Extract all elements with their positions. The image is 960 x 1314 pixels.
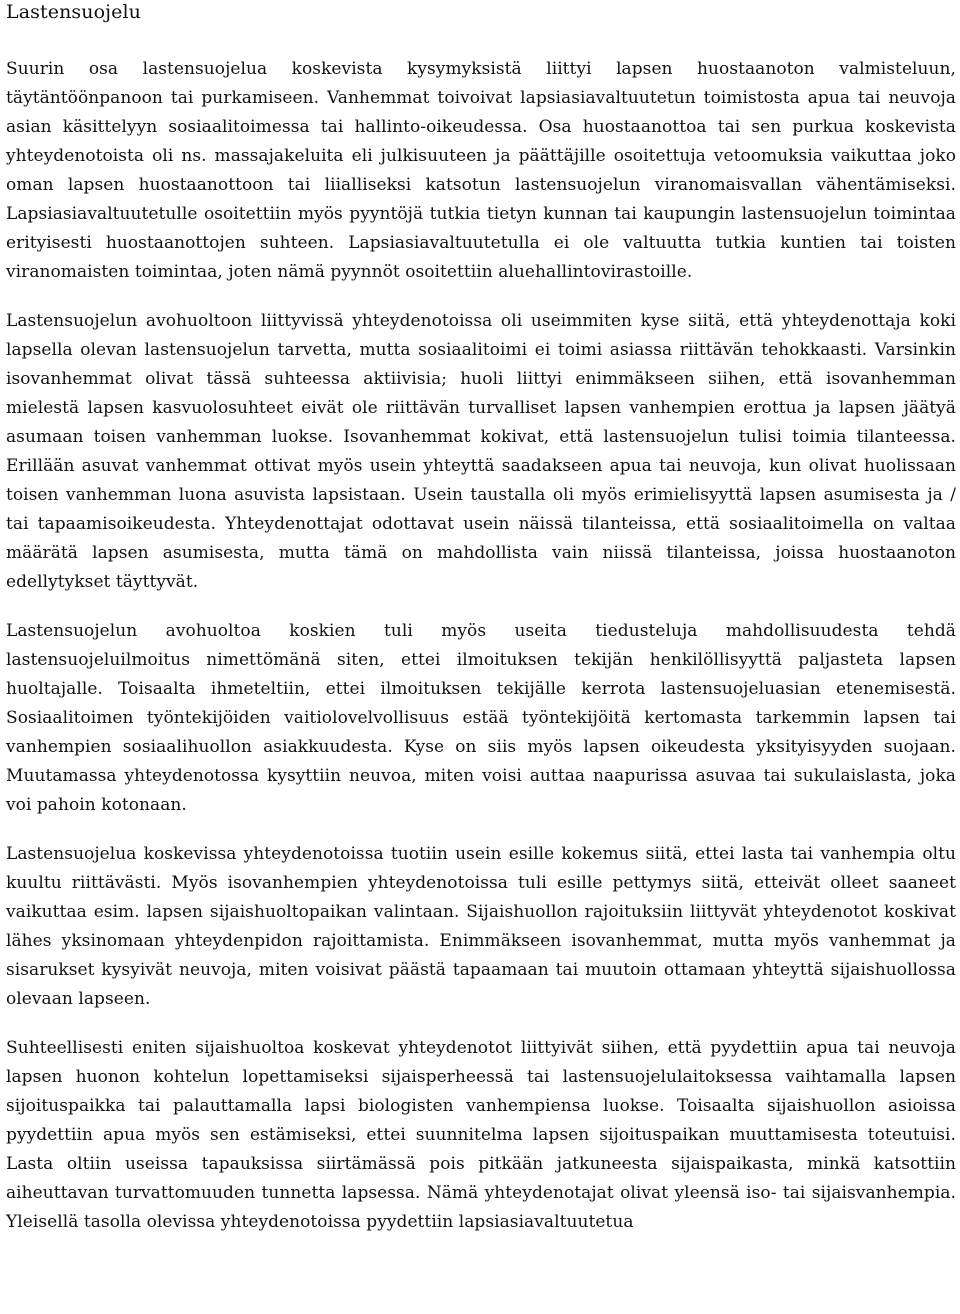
paragraph-custody-questions: Suurin osa lastensuojelua koskevista kysymyksistä liittyi lapsen huostaanoton valmisteluun, täytäntöönpanoon tai purkamiseen. Vanhemmat toivoivat lapsiasiavaltuutetun toimistosta apua tai neuvoja asian käsittelyyn sosiaalitoimessa tai hallinto-oikeudessa. Osa huostaanottoa tai sen purkua koskevista yhteydenotoista oli ns. massajakeluita eli julkisuuteen ja päättäjille osoitettuja vetoomuksia vaikuttaa joko oman lapsen huostaanottoon tai liialliseksi katsotun lastensuojelun viranomaisvallan vähentämiseksi. Lapsiasiavaltuutetulle osoitettiin myös pyyntöjä tutkia tietyn kunnan tai kaupungin lastensuojelun toimintaa erityisesti huostaanottojen suhteen. Lapsiasiavaltuutetulla ei ole valtuutta tutkia kuntien tai toisten viranomaisten toimintaa, joten nämä pyynnöt osoitettiin aluehallintovirastoille. — [6, 59, 956, 282]
paragraph-open-care-contacts: Lastensuojelun avohuoltoon liittyvissä yhteydenotoissa oli useimmiten kyse siitä, että yhteydenottaja koki lapsella olevan lastensuojelun tarvetta, mutta sosiaalitoimi ei toimi asiassa riittävän tehokkaasti. Varsinkin isovanhemmat olivat tässä suhteessa aktiivisia; huoli liittyi enimmäkseen siihen, että isovanhemman mielestä lapsen kasvuolosuhteet eivät ole riittävän turvalliset lapsen vanhempien erottua ja lapsen jäätyä asumaan toisen vanhemman luokse. Isovanhemmat kokivat, että lastensuojelun tulisi toimia tilanteessa. Erillään asuvat vanhemmat ottivat myös usein yhteyttä saadakseen apua tai neuvoja, kun olivat huolissaan toisen vanhemman luona asuvista lapsistaan. Usein taustalla oli myös erimielisyyttä lapsen asumisesta ja / tai tapaamisoikeudesta. Yhteydenottajat odottavat usein näissä tilanteissa, että sosiaalitoimella on valtaa määrätä lapsen asumisesta, mutta tämä on mahdollista vain niissä tilanteissa, joissa huostaanoton edellytykset täyttyvät. — [6, 311, 956, 592]
paragraph-anonymous-notification: Lastensuojelun avohuoltoa koskien tuli myös useita tiedusteluja mahdollisuudesta tehdä lastensuojeluilmoitus nimettömänä siten, ettei ilmoituksen tekijän henkilöllisyyttä paljasteta lapsen huoltajalle. Toisaalta ihmeteltiin, ettei ilmoituksen tekijälle kerrota lastensuojeluasian etenemisestä. Sosiaalitoimen työntekijöiden vaitiolovelvollisuus estää työntekijöitä kertomasta tarkemmin lapsen tai vanhempien sosiaalihuollon asiakkuudesta. Kyse on siis myös lapsen oikeudesta yksityisyyden suojaan. Muutamassa yhteydenotossa kysyttiin neuvoa, miten voisi auttaa naapurissa asuvaa tai sukulaislasta, joka voi pahoin kotonaan. — [6, 621, 956, 815]
section-heading: Lastensuojelu — [6, 1, 141, 23]
paragraph-child-hearing: Lastensuojelua koskevissa yhteydenotoissa tuotiin usein esille kokemus siitä, ettei lasta tai vanhempia oltu kuultu riittävästi. Myös isovanhempien yhteydenotoissa tuli esille pettymys siitä, etteivät olleet saaneet vaikuttaa esim. lapsen sijaishuoltopaikan valintaan. Sijaishuollon rajoituksiin liittyvät yhteydenotot koskivat lähes yksinomaan yhteydenpidon rajoittamista. Enimmäkseen isovanhemmat, mutta myös vanhemmat ja sisarukset kysyivät neuvoja, miten voisivat päästä tapaamaan tai muutoin ottamaan yhteyttä sijaishuollossa olevaan lapseen. — [6, 844, 956, 1009]
document-page — [6, 0, 956, 1237]
paragraph-foster-care: Suhteellisesti eniten sijaishuoltoa koskevat yhteydenotot liittyivät siihen, että pyydettiin apua tai neuvoja lapsen huonon kohtelun lopettamiseksi sijaisperheessä tai lastensuojelulaitoksessa vaihtamalla lapsen sijoituspaikka tai palauttamalla lapsi biologisten vanhempiensa luokse. Toisaalta sijaishuollon asioissa pyydettiin apua myös sen estämiseksi, ettei suunnitelma lapsen sijoituspaikan muuttamisesta toteutuisi. Lasta oltiin useissa tapauksissa siirtämässä pois pitkään jatkuneesta sijaispaikasta, minkä katsottiin aiheuttavan turvattomuuden tunnetta lapsessa. Nämä yhteydenotajat olivat yleensä iso- tai sijaisvanhempia. Yleisellä tasolla olevissa yhteydenotoissa pyydettiin lapsiasiavaltuutetua — [6, 1038, 956, 1232]
